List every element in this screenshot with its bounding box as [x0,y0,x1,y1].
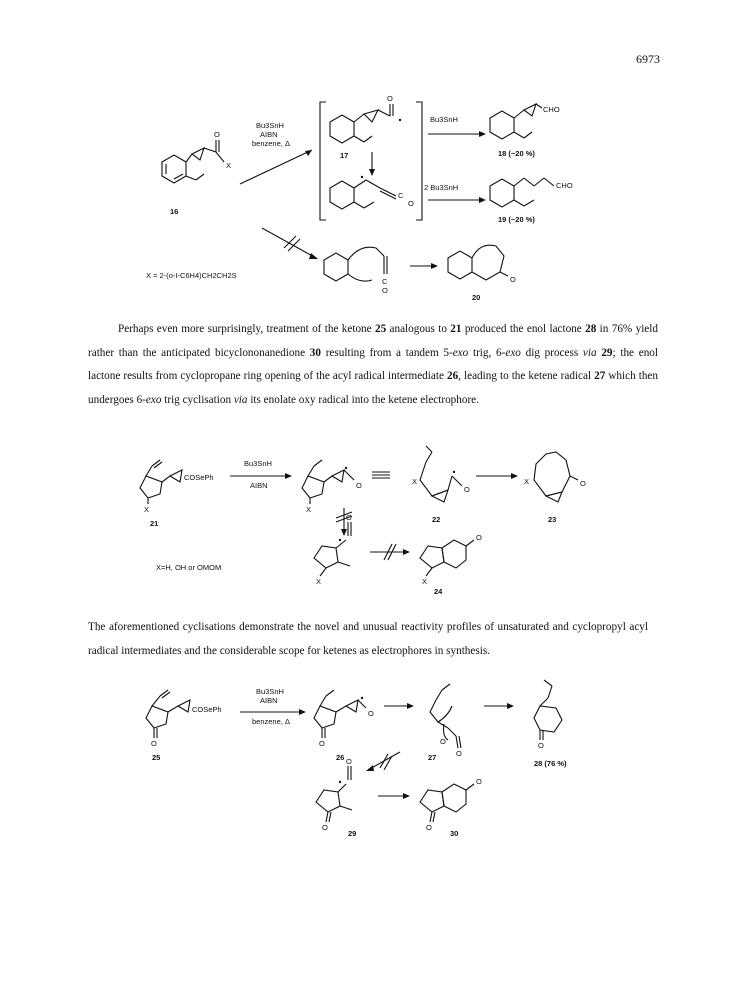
compound-27: 27 [428,753,437,762]
svg-text:X: X [412,477,418,486]
label-cosePh-3: COSePh [192,705,222,714]
label-cho-2: CHO [556,181,573,190]
compound-28: 28 (76 %) [534,759,567,768]
svg-text:O: O [346,757,352,766]
structure-24 [420,540,474,576]
svg-text:O: O [476,777,482,786]
paragraph-2: The aforementioned cyclisations demonstrate the novel and unusual reactivity profiles of unsaturated and cyclopropyl acyl radical intermediates and the considerable scope for ketenes as electrophores in synthesis. [88,621,648,657]
compound-16: 16 [170,207,179,216]
reagent-aibn-s2: AIBN [250,481,268,490]
reagent-benzene: benzene, Δ [252,139,290,148]
label-cosePh: COSePh [184,473,214,482]
svg-text:X: X [144,505,150,514]
page-number: 6973 [636,52,660,66]
svg-text:O: O [440,737,446,746]
reagent-benzene-s3: benzene, Δ [252,717,290,726]
svg-text:O: O [346,513,352,522]
svg-text:O: O [580,479,586,488]
compound-26: 26 [336,753,345,762]
structure-26 [314,690,366,738]
structure-28 [534,680,562,740]
reagent-aibn: AIBN [260,130,278,139]
reagent-bu3snh-s3: Bu3SnH [256,687,284,696]
svg-text:O: O [538,741,544,750]
structure-29 [316,766,352,822]
label-cho: CHO [543,105,560,114]
structure-25 [146,690,190,738]
scheme-1 [0,88,744,310]
compound-22: 22 [432,515,441,524]
svg-text:O: O [151,739,157,748]
svg-text:X: X [422,577,428,586]
compound-19: 19 (~20 %) [498,215,535,224]
svg-text:X: X [524,477,530,486]
structure-17 [330,104,401,143]
svg-text:C: C [398,191,404,200]
structure-16 [162,140,224,183]
structure-19 [490,178,554,207]
x-definition: X = 2-(o-I-C6H4)CH2CH2S [146,271,237,280]
svg-text:O: O [464,485,470,494]
structure-20 [448,245,508,280]
x-definition-2: X=H, OH or OMOM [156,563,222,572]
compound-30: 30 [450,829,459,838]
svg-text:O: O [408,199,414,208]
reagent-bu3snh: Bu3SnH [256,121,284,130]
compound-25: 25 [152,753,161,762]
svg-text:O: O [476,533,482,542]
reagent-bu3snh-2: Bu3SnH [430,115,458,124]
paragraph-1: Perhaps even more surprisingly, treatment of the ketone 25 analogous to 21 produced the enol lactone 28 in 76% yield rather than the anticipated bicyclononanedione 30 resulting from a tandem 5-exo trig, 6-exo dig process via 29; the enol lactone results from cyclopropane ring opening of the acyl radical intermediate 26, leading to the ketene radical 27 which then undergoes 6-exo trig cyclisation via its enolate oxy radical into the ketene electrophore. [88,323,658,406]
structure-18 [490,104,542,139]
svg-text:C: C [382,277,388,286]
label-x: X [226,161,232,170]
svg-text:O: O [368,709,374,718]
label-o: O [214,130,220,139]
svg-text:O: O [510,275,516,284]
compound-23: 23 [548,515,557,524]
svg-text:O: O [319,739,325,748]
svg-text:O: O [382,286,388,295]
compound-24: 24 [434,587,443,596]
scheme-2 [0,440,744,600]
svg-text:O: O [426,823,432,832]
reagent-bu3snh-s2: Bu3SnH [244,459,272,468]
svg-text:O: O [356,481,362,490]
structure-ketene [330,176,396,209]
svg-text:X: X [306,505,312,514]
reagent-aibn-s3: AIBN [260,696,278,705]
structure-cyclisation [324,247,387,281]
structure-23 [534,452,578,502]
structure-21 [140,460,182,504]
structure-30 [420,784,474,822]
compound-20: 20 [472,293,481,302]
scheme-3 [0,676,744,856]
compound-18: 18 (~20 %) [498,149,535,158]
compound-21: 21 [150,519,159,528]
svg-text:O: O [456,749,462,758]
svg-text:O: O [322,823,328,832]
structure-22 [420,446,462,502]
compound-17: 17 [340,151,349,160]
svg-text:X: X [316,577,322,586]
svg-text:O: O [387,94,393,103]
compound-29: 29 [348,829,357,838]
reaction-arrow [240,150,312,184]
reagent-2bu3snh: 2 Bu3SnH [424,183,459,192]
structure-radical [302,460,354,504]
